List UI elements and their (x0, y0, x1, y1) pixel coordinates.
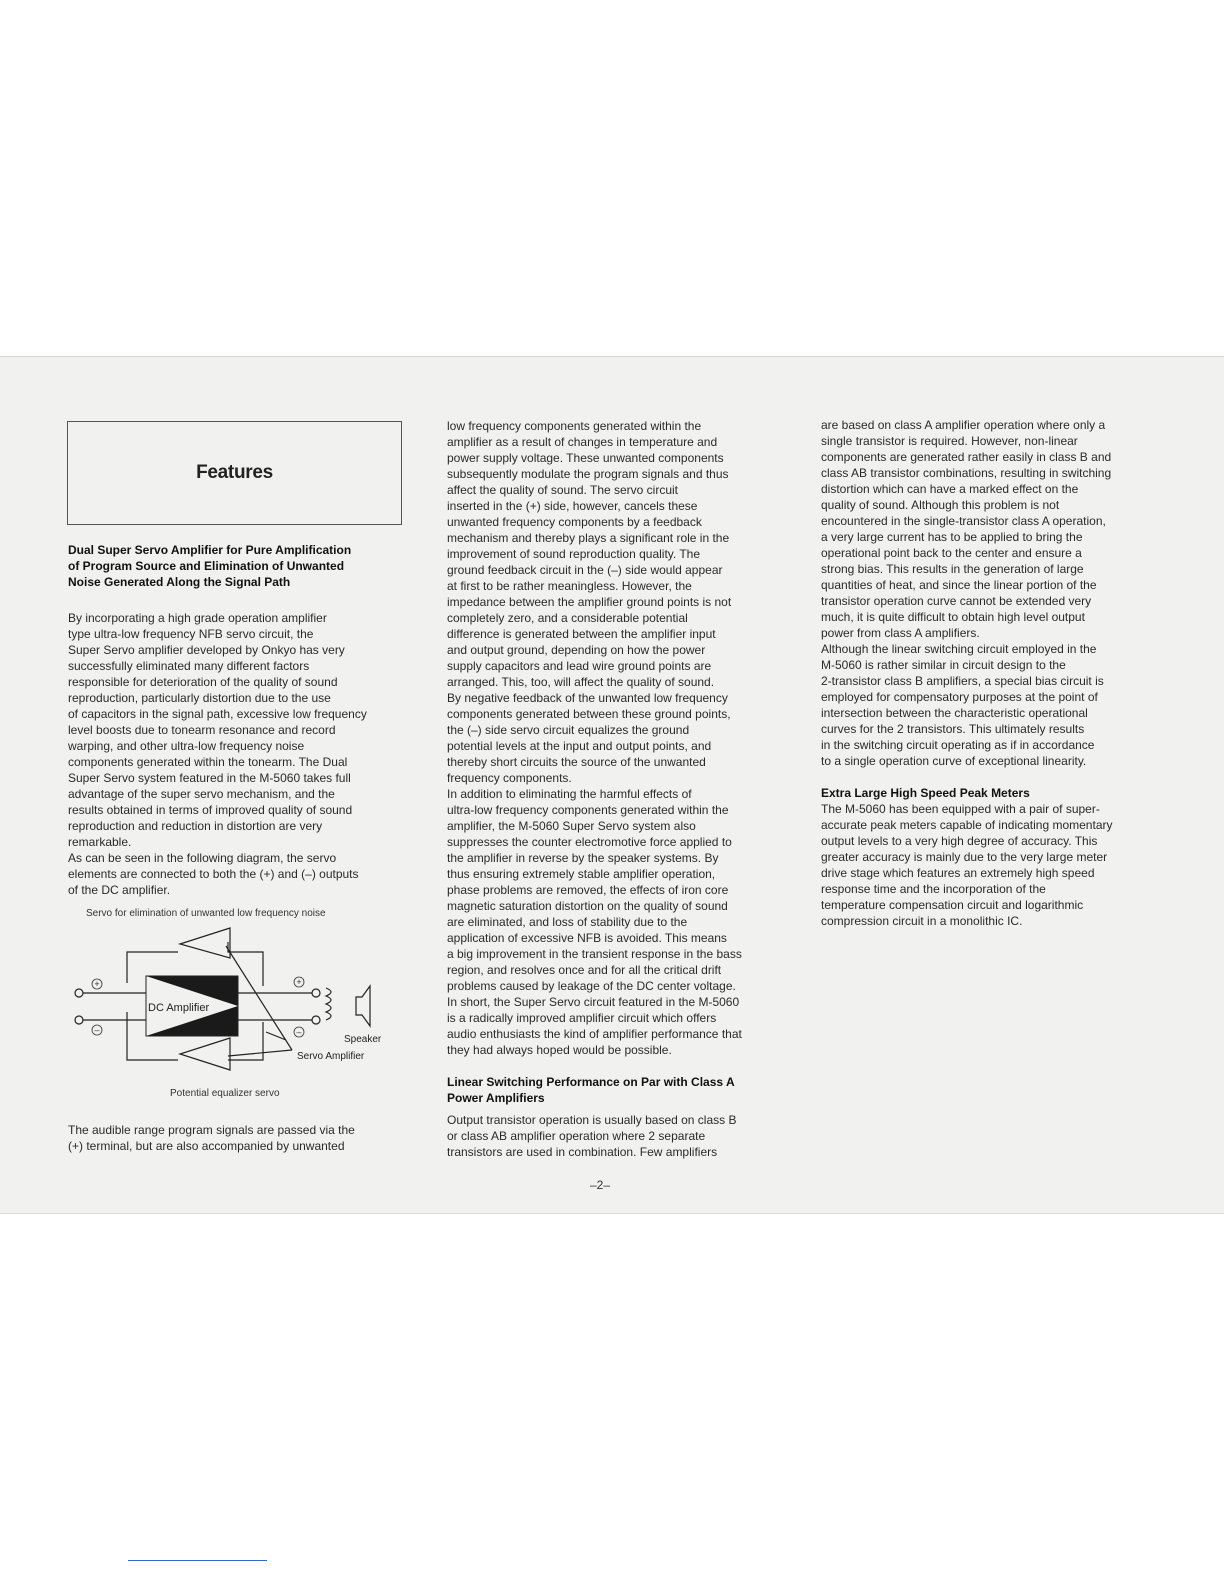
paragraph-peak-meters: The M-5060 has been equipped with a pair of super- accurate peak meters capable of indicating momentary output levels to a very high degree of accuracy. This greater accuracy is mainly due to the very large meter drive stage which features an extremely high speed response time and the incorporation of the temperature compensation circuit and logarithmic compression circuit in a monolithic IC. (821, 802, 1113, 928)
paragraph-class-a-operation: are based on class A amplifier operation where only a single transistor is required. However, non-linear components are generated rather easily in class B and class AB transistor combinations, resulting in switching distortion which can have a marked effect on the quality of sound. Although this problem is not encountered in the single-transistor class A operation, a very large current has to be applied to bring the operational point back to the center and ensure a strong bias. This results in the generation of large quantities of heat, and since the linear portion of the transistor operation curve cannot be extended very much, it is quite difficult to obtain high level output power from class A amplifiers. Although the linear switching circuit employed in the M-5060 is rather similar in circuit design to the 2-transistor class B amplifiers, a special bias circuit is employed for compensatory purposes at the point of intersection between the characteristic operational curves for the 2 transistors. This ultimately results in the switching circuit operating as if in accordance to a single operation curve of exceptional linearity. (821, 418, 1112, 768)
section-heading-peak-meters: Extra Large High Speed Peak Meters (821, 786, 1030, 800)
input-plus-terminal (75, 989, 83, 997)
column-1-bottom (68, 1122, 408, 1154)
output-plus-terminal (312, 989, 320, 997)
bottom-servo-triangle (180, 1038, 230, 1070)
output-plus-symbol: + (296, 977, 302, 987)
output-minus-terminal (312, 1016, 320, 1024)
diagram-caption-top: Servo for elimination of unwanted low frequency noise (86, 908, 326, 919)
scan-edge-line (128, 1560, 267, 1561)
page-number: –2– (590, 1178, 611, 1192)
input-minus-symbol: – (94, 1025, 100, 1035)
servo-amplifier-label: Servo Amplifier (297, 1051, 365, 1062)
input-minus-terminal (75, 1016, 83, 1024)
speaker-icon (356, 986, 370, 1026)
section-heading-linear-switching: Linear Switching Performance on Par with Class A Power Amplifiers (447, 1075, 735, 1105)
column-2 (447, 418, 787, 1160)
column-1-top (68, 542, 408, 898)
features-title-box (67, 421, 402, 525)
coil-icon (326, 988, 331, 1020)
paragraph-low-frequency-components: low frequency components generated within the amplifier as a result of changes in temperature and power supply voltage. These unwanted components subsequently modulate the program signals and thus affect the quality of sound. The servo circuit inserted in the (+) side, however, cancels these unwanted frequency components by a feedback mechanism and thereby plays a significant role in the improvement of sound reproduction quality. The ground feedback circuit in the (–) side would appear at first to be rather meaningless. However, the impedance between the amplifier ground points is not completely zero, and a considerable potential difference is generated between the amplifier input and output ground, depending on how the power supply capacitors and lead wire ground points are arranged. This, too, will affect the quality of sound. By negative feedback of the unwanted low frequency components generated between these ground points, the (–) side servo circuit equalizes the ground potential levels at the input and output points, and thereby short circuits the source of the unwanted frequency components. In addition to eliminating the harmful effects of ultra-low frequency components generated within the amplifier, the M-5060 Super Servo system also suppresses the counter electromotive force applied to the amplifier in reverse by the speaker systems. By thus ensuring extremely stable amplifier operation, phase problems are removed, the effects of iron core magnetic saturation distortion on the quality of sound are eliminated, and loss of stability due to the application of excessive NFB is avoided. This means a big improvement in the transient response in the bass region, and resolves once and for all the critical drift problems caused by leakage of the DC center voltage. In short, the Super Servo circuit featured in the M-5060 is a radically improved amplifier circuit which offers audio enthusiasts the kind of amplifier performance that they had always hoped would be possible. (447, 419, 742, 1057)
output-minus-symbol: – (296, 1027, 302, 1037)
dc-amplifier-label: DC Amplifier (148, 1002, 210, 1014)
servo-diagram (70, 922, 390, 1090)
paragraph-super-servo-intro: By incorporating a high grade operation amplifier type ultra-low frequency NFB servo circuit, the Super Servo amplifier developed by Onkyo has very successfully eliminated many different factors responsible for deterioration of the quality of sound reproduction, particularly distortion due to the use of capacitors in the signal path, excessive low frequency level boosts due to tonearm resonance and record warping, and other ultra-low frequency noise components generated within the tonearm. The Dual Super Servo system featured in the M-5060 takes full advantage of the super servo mechanism, and the results obtained in terms of improved quality of sound reproduction and reduction in distortion are very remarkable. As can be seen in the following diagram, the servo elements are connected to both the (+) and (–) outputs of the DC amplifier. (68, 611, 367, 897)
features-title: Features (196, 462, 273, 483)
paragraph-audible-range: The audible range program signals are passed via the (+) terminal, but are also accompanied by unwanted (68, 1123, 355, 1153)
top-servo-triangle (180, 928, 230, 958)
column-3 (821, 417, 1161, 929)
diagram-caption-bottom: Potential equalizer servo (170, 1088, 280, 1099)
input-plus-symbol: + (94, 979, 100, 989)
servo-line-bottom (228, 1050, 292, 1056)
speaker-label: Speaker (344, 1034, 382, 1045)
section-heading-dual-super-servo: Dual Super Servo Amplifier for Pure Amplification of Program Source and Elimination of Unwanted Noise Generated Along the Signal Path (68, 543, 352, 589)
paragraph-output-transistor: Output transistor operation is usually based on class B or class AB amplifier operation where 2 separate transistors are used in combination. Few amplifiers (447, 1113, 737, 1159)
